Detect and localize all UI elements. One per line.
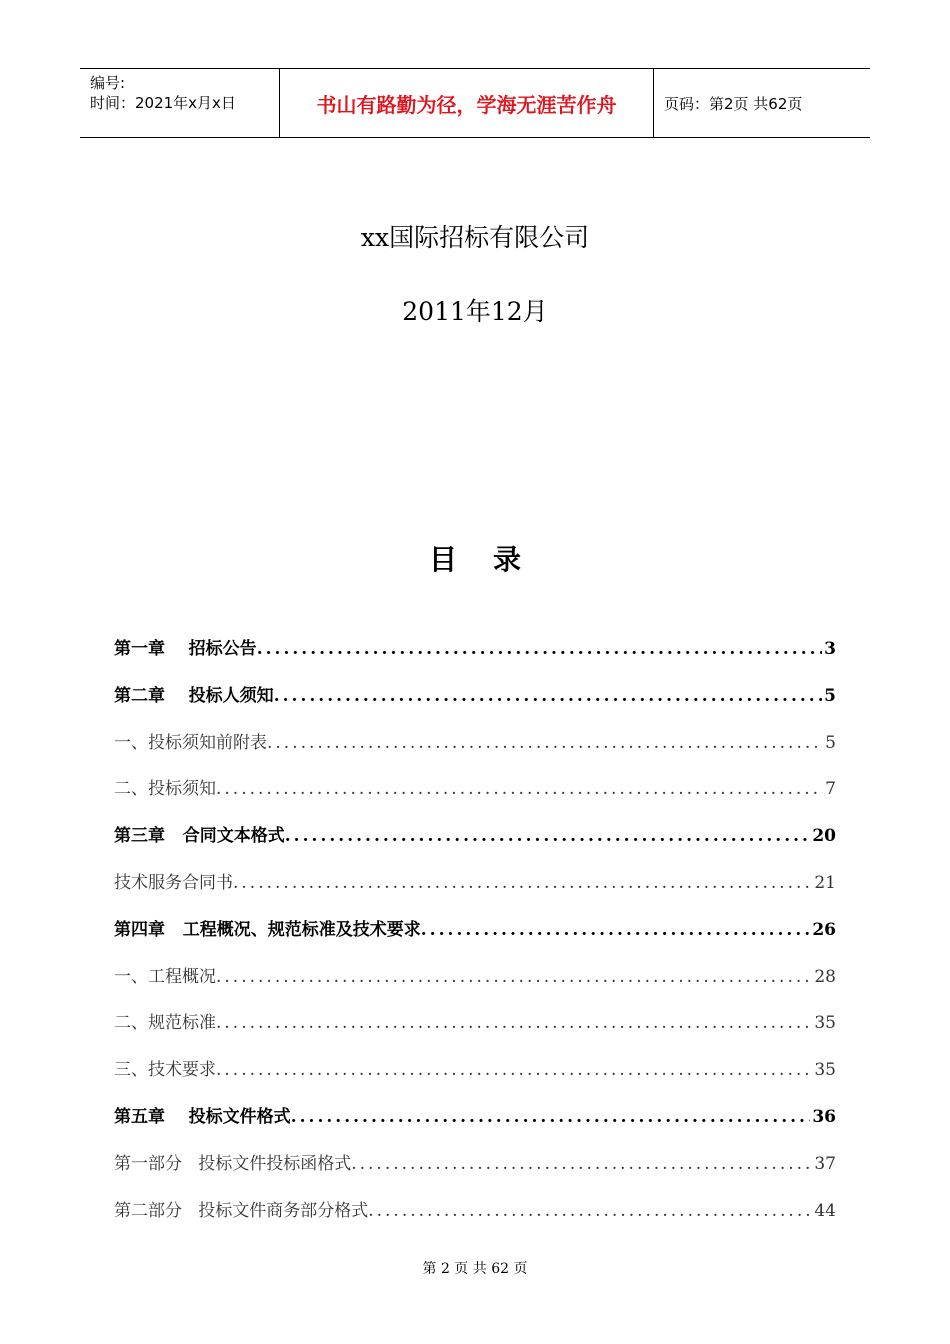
toc-entry-page: 26 <box>812 919 836 940</box>
toc-leader-dots <box>267 728 823 758</box>
toc-entry-page: 5 <box>824 685 836 706</box>
toc-leader-dots <box>216 962 812 992</box>
time-label: 时间：2021年x月x日 <box>90 94 236 112</box>
toc-entry-text: 一、投标须知前附表 <box>114 732 267 753</box>
toc-entry-text: 二、规范标准 <box>114 1013 216 1034</box>
toc-entry[interactable] <box>114 868 836 915</box>
toc-entry[interactable] <box>114 821 836 868</box>
toc-leader-dots <box>216 1055 812 1085</box>
toc-entry[interactable] <box>114 915 836 962</box>
toc-entry-text: 第三章 合同文本格式 <box>114 826 285 847</box>
toc-entry-text: 三、技术要求 <box>114 1060 216 1081</box>
toc-entry[interactable] <box>114 1008 836 1055</box>
toc-leader-dots <box>285 821 811 851</box>
toc-entry-text: 一、工程概况 <box>114 966 216 987</box>
toc-entry[interactable] <box>114 774 836 821</box>
toc-entry-text: 第二章 投标人须知 <box>114 685 274 706</box>
header-motto: 书山有路勤为径，学海无涯苦作舟 <box>280 69 654 137</box>
toc-leader-dots <box>351 1149 812 1179</box>
toc-entry[interactable] <box>114 1196 836 1243</box>
page-footer: 第 2 页 共 62 页 <box>422 1261 528 1277</box>
toc-entry-page: 44 <box>814 1200 836 1221</box>
toc-leader-dots <box>291 1102 811 1132</box>
toc-entry-page: 37 <box>814 1153 836 1174</box>
toc-entry-text: 第一章 招标公告 <box>114 639 257 659</box>
toc-entry-page: 20 <box>812 826 836 847</box>
toc-entry-page: 35 <box>814 1060 836 1081</box>
toc-entry-text: 第五章 投标文件格式 <box>114 1106 291 1127</box>
company-name: xx国际招标有限公司 <box>360 223 590 252</box>
number-label: 编号: <box>90 74 126 92</box>
toc-entry-text: 二、投标须知 <box>114 779 216 800</box>
document-date: 2011年12月 <box>402 297 548 326</box>
toc-entry-page: 28 <box>814 966 836 987</box>
toc-entry-text: 第四章 工程概况、规范标准及技术要求 <box>114 919 421 940</box>
header-info-cell <box>80 69 280 137</box>
header-page-code: 页码：第2页 共62页 <box>664 94 803 113</box>
toc-leader-dots <box>368 1196 812 1226</box>
toc-heading: 目录 <box>428 543 557 576</box>
toc-leader-dots <box>257 634 822 664</box>
table-of-contents <box>114 634 836 1242</box>
toc-leader-dots <box>233 868 812 898</box>
toc-entry[interactable] <box>114 1149 836 1196</box>
toc-entry[interactable] <box>114 1055 836 1102</box>
toc-entry-page: 7 <box>825 779 836 800</box>
toc-entry-page: 3 <box>824 639 836 659</box>
toc-entry-text: 第一部分 投标文件投标函格式 <box>114 1153 352 1174</box>
toc-entry[interactable] <box>114 728 836 775</box>
toc-entry-text: 技术服务合同书 <box>114 872 233 893</box>
toc-entry[interactable] <box>114 1102 836 1149</box>
toc-entry-page: 35 <box>814 1013 836 1034</box>
toc-entry-page: 21 <box>814 872 836 893</box>
toc-leader-dots <box>216 1008 812 1038</box>
toc-leader-dots <box>274 681 822 711</box>
toc-leader-dots <box>216 774 823 804</box>
toc-leader-dots <box>421 915 811 945</box>
toc-entry-page: 5 <box>825 732 836 753</box>
toc-entry[interactable] <box>114 681 836 728</box>
toc-entry-page: 36 <box>812 1106 836 1127</box>
page-header <box>80 68 870 138</box>
toc-entry-text: 第二部分 投标文件商务部分格式 <box>114 1200 369 1221</box>
toc-entry[interactable] <box>114 634 836 681</box>
toc-entry[interactable] <box>114 962 836 1009</box>
